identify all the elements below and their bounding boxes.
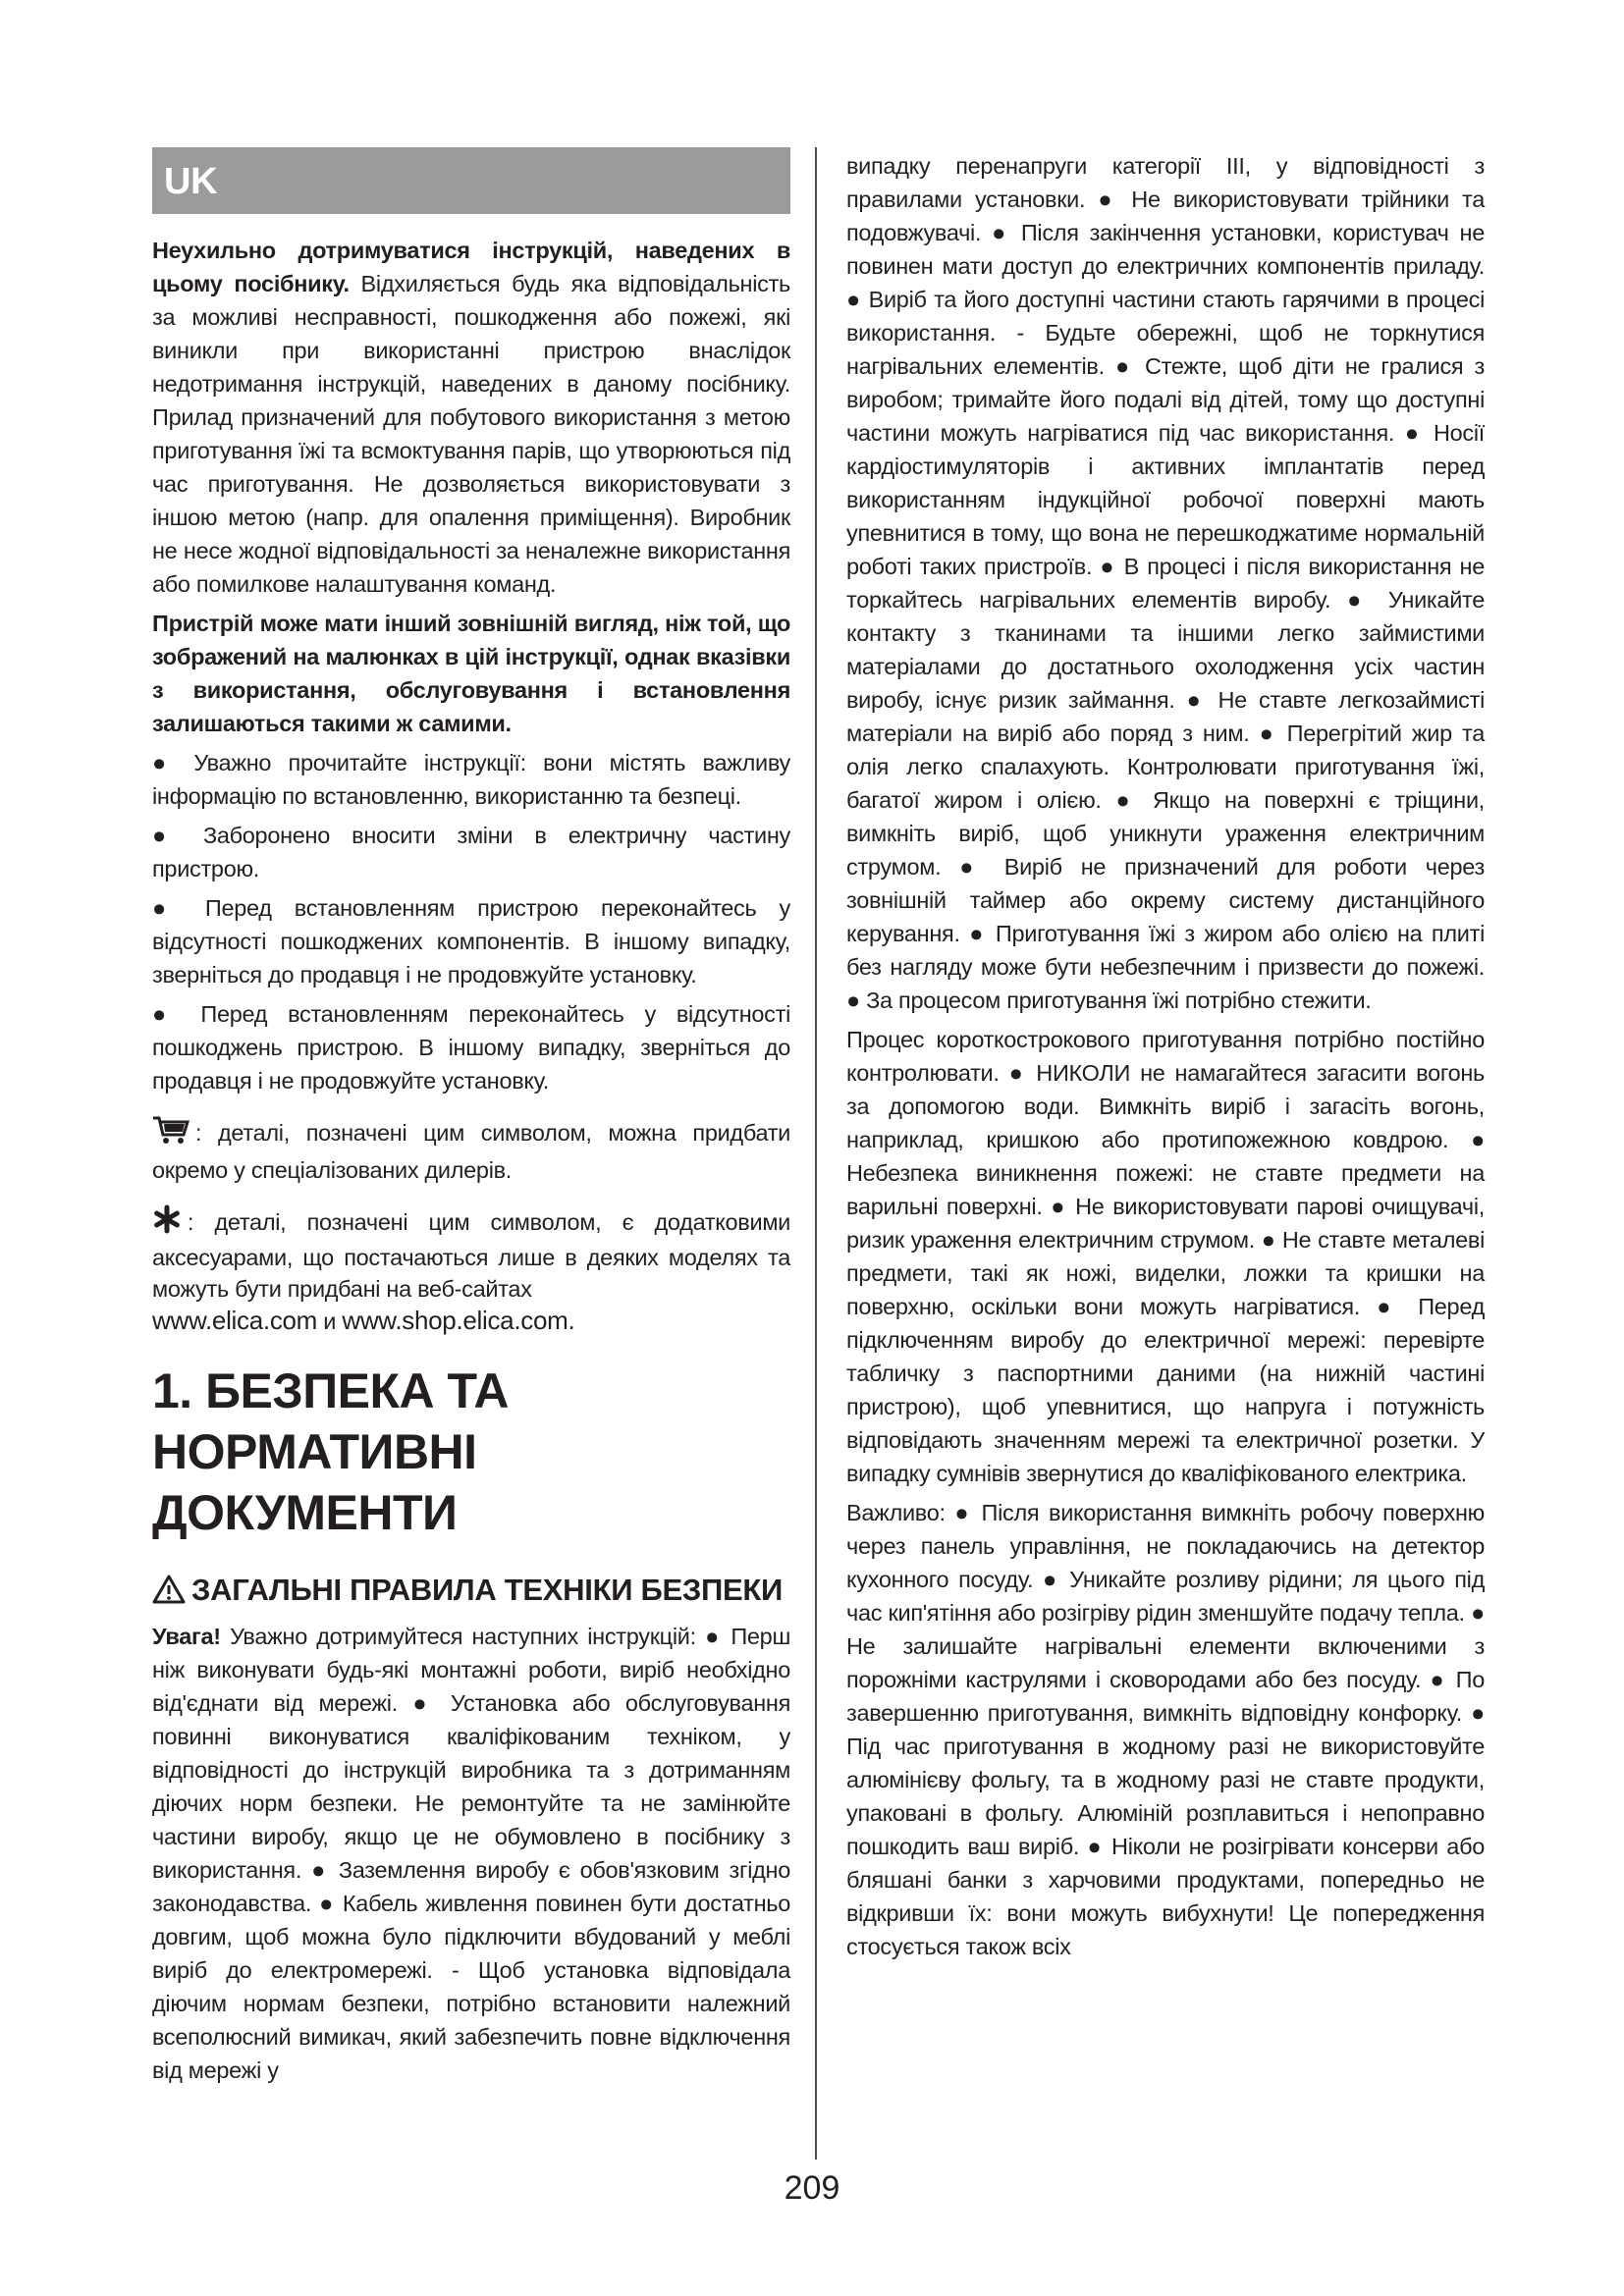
- section-title: 1. БЕЗПЕКА ТА НОРМАТИВНІ ДОКУМЕНТИ: [152, 1363, 510, 1540]
- asterisk-icon: [152, 1204, 182, 1242]
- shopping-cart-icon: [152, 1115, 189, 1153]
- cart-note-text: : деталі, позначені цим символом, можна придбати окремо у спеціалізованих дилерів.: [152, 1120, 790, 1183]
- attention-label: Увага!: [152, 1624, 221, 1649]
- cart-note: [152, 1115, 790, 1187]
- language-code: UK: [164, 161, 218, 202]
- subsection-title: [152, 1569, 790, 1616]
- safety-paragraph-1: випадку перенапруги категорії III, у відповідності з правилами установки. ● Не використовувати трійники та подовжувачі. ● Після закінчення установки, користувач не повинен мати доступ до електричних компонентів приладу. ● Виріб та його доступні частини стають гарячими в процесі використання. - Будьте обережні, щоб не торкнутися нагрівальних елементів. ● Стежте, щоб діти не гралися з виробом; тримайте його подалі від дітей, тому що доступні частини можуть нагріватися під час використання. ● Носії кардіостимуляторів і активних імплантатів перед використанням індукційної робочої поверхні мають упевнитися в тому, що вона не перешкоджатиме нормальній роботі таких пристроїв. ● В процесі і після використання не торкайтесь нагрівальних елементів виробу. ● Уникайте контакту з тканинами та іншими легко займистими матеріалами до достатнього охолодження усіх частин виробу, існує ризик займання. ● Не ставте легкозаймисті матеріали на виріб або поряд з ним. ● Перегрітий жир та олія легко спалахують. Контролювати приготування їжі, багатої жиром і олією. ● Якщо на поверхні є тріщини, вимкніть виріб, щоб уникнути ураження електричним струмом. ● Виріб не призначений для роботи через зовнішній таймер або окрему систему дистанційного керування. ● Приготування їжі з жиром або олією на плиті без нагляду може бути небезпечним і призвести до пожежі. ● За процесом приготування їжі потрібно стежити.: [846, 153, 1485, 1013]
- subsection-title-text: ЗАГАЛЬНІ ПРАВИЛА ТЕХНІКИ БЕЗПЕКИ: [191, 1573, 783, 1607]
- intro-bold: Неухильно дотримуватися інструкцій, наведених в цьому посібнику.: [152, 238, 790, 296]
- website-link[interactable]: www.elica.com: [152, 1306, 318, 1335]
- website-and: и: [317, 1308, 343, 1334]
- intro-paragraph: [152, 234, 790, 601]
- intro-text: Відхиляється будь яка відповідальність за можливі несправності, пошкодження або пожежі, які виникли при використанні пристрою внаслідок недотримання інструкцій, наведених в даному посібнику. Прилад призначений для побутового використання з метою приготування їжі та всмоктування парів, що утворюються під час приготування. Не дозволяється використовувати з іншою метою (напр. для опалення приміщення). Виробник не несе жодної відповідальності за неналежне використання або помилкове налаштування команд.: [152, 271, 790, 597]
- bullet-check-components: ● Перед встановленням пристрою переконайтесь у відсутності пошкоджених компонентів. В іншому випадку, зверніться до продавця і не продовжуйте установку.: [152, 895, 790, 988]
- warning-icon: [152, 1573, 186, 1616]
- right-column: [846, 149, 1485, 1969]
- language-header: [152, 147, 790, 214]
- safety-paragraph-2: Процес короткострокового приготування потрібно постійно контролювати. ● НИКОЛИ не намагайтеся загасити вогонь за допомогою води. Вимкніть виріб і загасіть вогонь, наприклад, кришкою або протипожежною ковдрою. ● Небезпека виникнення пожежі: не ставте предмети на варильні поверхні. ● Не використовувати парові очищувачі, ризик ураження електричним струмом. ● Не ставте металеві предмети, такі як ножі, виделки, ложки та кришки на поверхню, оскільки вони можуть нагріватися. ● Перед підключенням виробу до електричної мережі: перевірте табличку з паспортними даними (на нижній частині пристрою), щоб упевнитися, що напруга і потужність відповідають значенням мережі та електричної розетки. У випадку сумнівів звернутися до кваліфікованого електрика.: [846, 1027, 1485, 1486]
- bullet-check-damage: ● Перед встановленням переконайтесь у відсутності пошкоджень пристрою. В іншому випадку, зверніться до продавця і не продовжуйте установку.: [152, 1001, 790, 1094]
- star-note: [152, 1204, 790, 1337]
- attention-text: Уважно дотримуйтеся наступних інструкцій: ● Перш ніж виконувати будь-які монтажні роботи, виріб необхідно від'єднати від мережі. ● Установка або обслуговування повинні виконуватися кваліфікованим техніком, у відповідності до інструкцій виробника та з дотриманням діючих норм безпеки. Не ремонтуйте та не замінюйте частини виробу, якщо це не обумовлено в посібнику з використання. ● Заземлення виробу є обов'язковим згідно законодавства. ● Кабель живлення повинен бути достатньо довгим, щоб можна було підключити вбудований у меблі виріб до електромережі. - Щоб установка відповідала діючим нормам безпеки, потрібно встановити належний всеполюсний вимикач, який забезпечить повне відключення від мережі у: [152, 1624, 790, 2083]
- column-divider: [815, 147, 817, 2160]
- left-column: [152, 147, 790, 2093]
- safety-paragraph-3: Важливо: ● Після використання вимкніть робочу поверхню через панель управління, не покладаючись на детектор кухонного посуду. ● Уникайте розливу рідини; ля цього під час кип'ятіння або розігріву рідин зменшуйте подачу тепла. ● Не залишайте нагрівальні елементи включеними з порожніми каструлями і сковородами або без посуду. ● По завершенню приготування, вимкніть відповідну конфорку. ● Під час приготування в жодному разі не використовуйте алюмінієву фольгу, та в жодному разі не ставте продукти, упаковані в фольгу. Алюміній розплавиться і непоправно пошкодить ваш виріб. ● Ніколи не розігрівати консерви або бляшані банки з харчовими продуктами, попередньо не відкривши їх: вони можуть вибухнути! Це попередження стосується також всіх: [846, 1500, 1485, 1959]
- shop-website-link[interactable]: www.shop.elica.com.: [342, 1306, 575, 1335]
- bullet-no-modification: ● Заборонено вносити зміни в електричну частину пристрою.: [152, 823, 790, 881]
- attention-paragraph: [152, 1620, 790, 2087]
- appearance-note: Пристрій може мати інший зовнішній вигляд, ніж той, що зображений на малюнках в цій інструкції, однак вказівки з використання, обслуговування і встановлення залишаються такими ж самими.: [152, 611, 790, 736]
- page-number: 209: [784, 2169, 840, 2207]
- bullet-read-instructions: ● Уважно прочитайте інструкції: вони містять важливу інформацію по встановленню, використанню та безпеці.: [152, 750, 790, 809]
- star-note-text: : деталі, позначені цим символом, є додатковими аксесуарами, що постачаються лише в деяких моделях та можуть бути придбані на веб-сайтах: [152, 1209, 790, 1302]
